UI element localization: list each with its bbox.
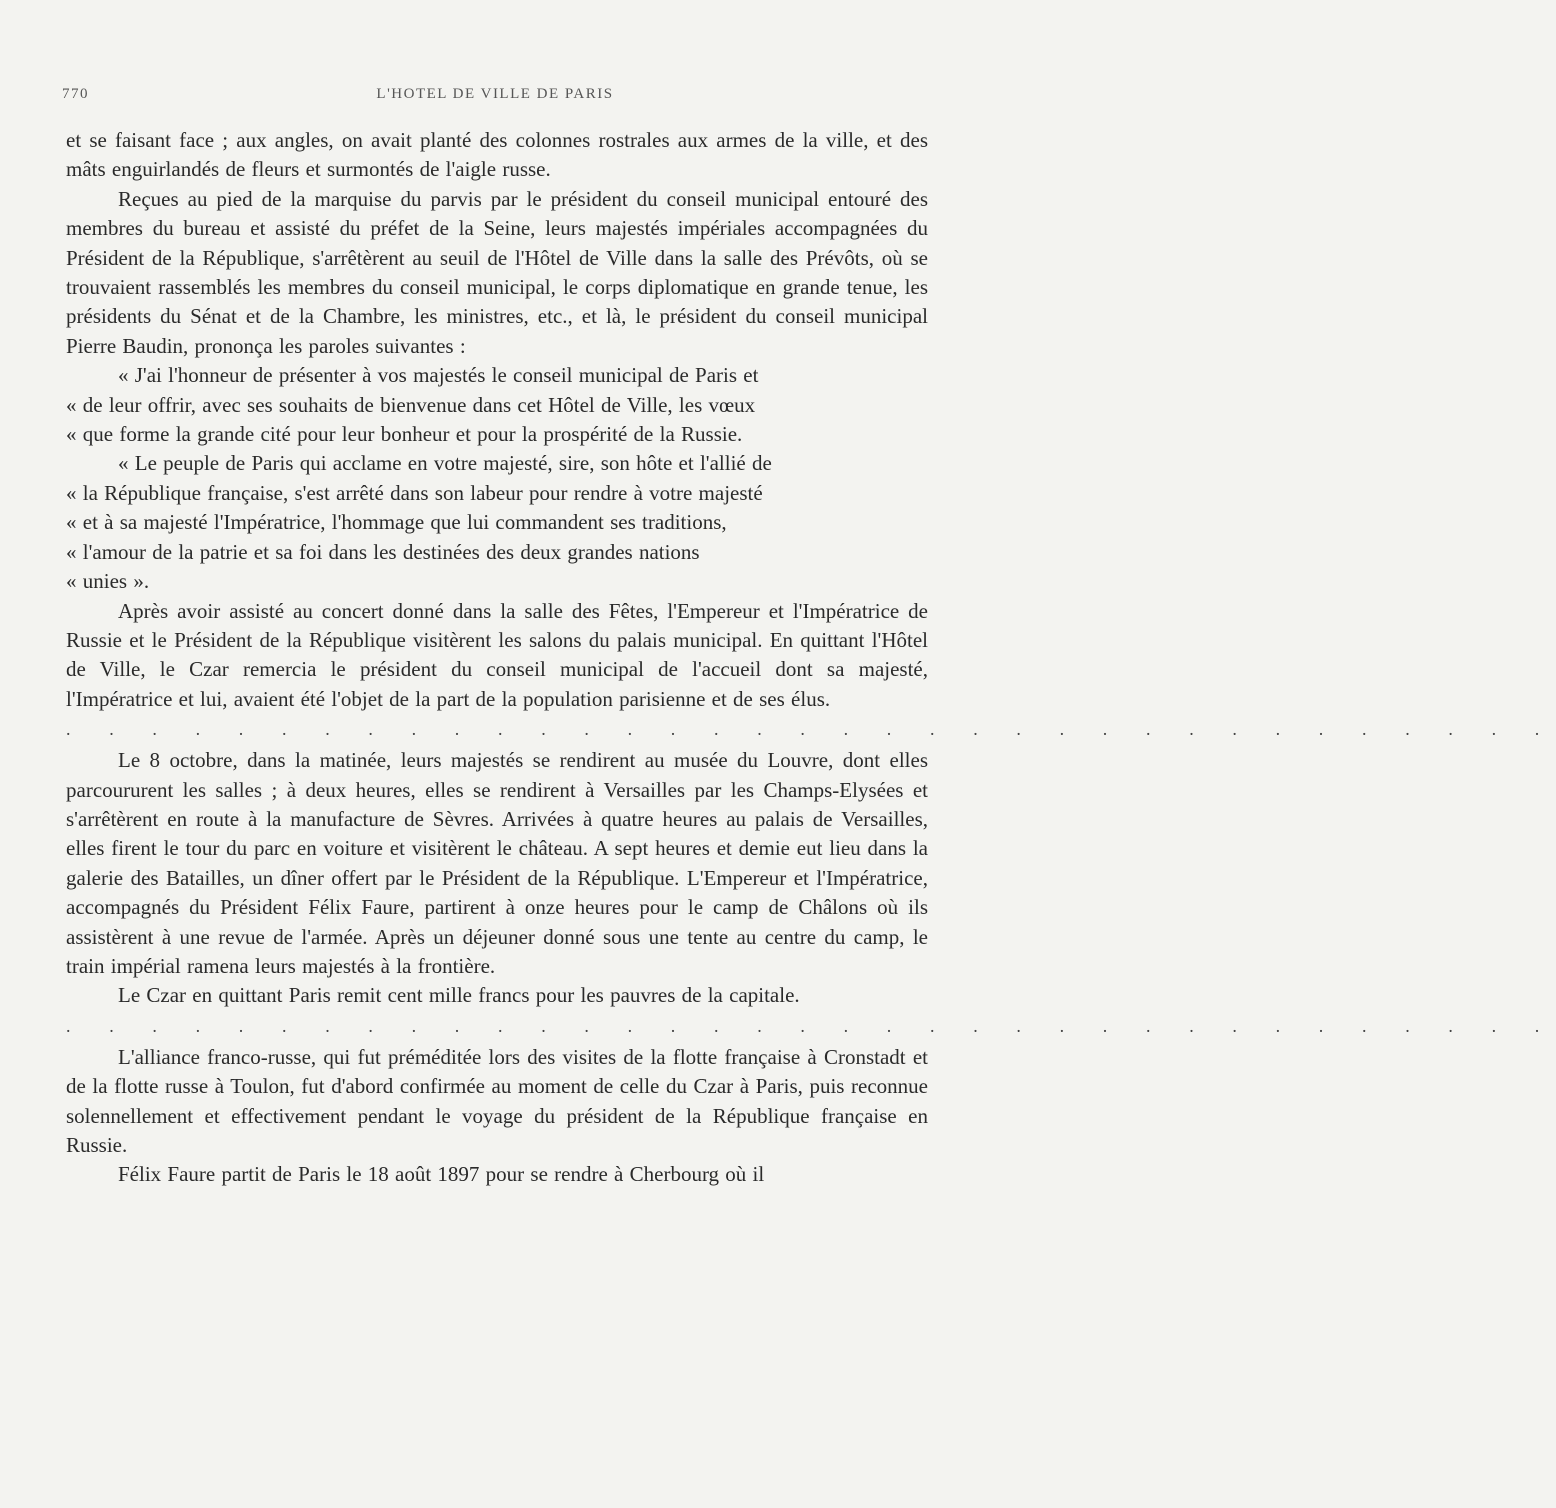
quote-2-line-2: « la République française, s'est arrêté dans son labeur pour rendre à votre majesté: [66, 480, 763, 505]
quote-2-line-4: « l'amour de la patrie et sa foi dans les destinées des deux grandes nations: [66, 539, 700, 564]
quote-2-line-3: « et à sa majesté l'Impératrice, l'hommage que lui commandent ses traditions,: [66, 510, 727, 535]
paragraph-october: Le 8 octobre, dans la matinée, leurs majestés se rendirent au musée du Louvre, dont elles parcoururent les salles ; à deux heures, elles se rendirent à Versailles par les Champs-Elysées et s'arrêtèrent en route à la manufacture de Sèvres. Arrivées à quatre heures au palais de Versailles, elles firent le tour du parc en voiture et visitèrent le château. A sept heures et demie eut lieu dans la galerie des Batailles, un dîner offert par le Président de la République. L'Empereur et l'Impératrice, accompagnés du Président Félix Faure, partirent à onze heures pour le camp de Châlons où ils assistèrent à une revue de l'armée. Après un déjeuner donné sous une tente au centre du camp, le train impérial ramena leurs majestés à la frontière.: [66, 748, 928, 978]
quote-1-line-3: « que forme la grande cité pour leur bonheur et pour la prospérité de la Russie.: [66, 422, 743, 447]
quote-2-line-5: « unies ».: [66, 569, 150, 594]
running-head: [62, 86, 928, 110]
dot-separator: . . . . . . . . . . . . . . . . . . . . . . . . . . . . . . . . . . .: [66, 1015, 1556, 1036]
paragraph-reception: Reçues au pied de la marquise du parvis par le président du conseil municipal entouré des membres du bureau et assisté du préfet de la Seine, leurs majestés impériales accompagnées du Président de la République, s'arrêtèrent au seuil de l'Hôtel de Ville dans la salle des Prévôts, où se trouvaient rassemblés les membres du conseil municipal, le corps diplomatique en grande tenue, les présidents du Sénat et de la Chambre, les ministres, etc., et là, le président du conseil municipal Pierre Baudin, prononça les paroles suivantes :: [66, 186, 928, 358]
paragraph-alliance: L'alliance franco-russe, qui fut préméditée lors des visites de la flotte française à Cronstadt et de la flotte russe à Toulon, fut d'abord confirmée au moment de celle du Czar à Paris, puis reconnue solennellement et effectivement pendant le voyage du président de la République française en Russie.: [66, 1044, 928, 1157]
paragraph-faure-departure: Félix Faure partit de Paris le 18 août 1897 pour se rendre à Cherbourg où il: [118, 1162, 765, 1187]
paragraph-continued: et se faisant face ; aux angles, on avait planté des colonnes rostrales aux armes de la ville, et des mâts enguirlandés de fleurs et surmontés de l'aigle russe.: [66, 128, 928, 182]
page-number: 770: [62, 86, 89, 102]
paragraph-donation: Le Czar en quittant Paris remit cent mille francs pour les pauvres de la capitale.: [118, 983, 800, 1008]
quote-1-line-2: « de leur offrir, avec ses souhaits de bienvenue dans cet Hôtel de Ville, les vœux: [66, 392, 756, 417]
quote-2-line-1: « Le peuple de Paris qui acclame en votre majesté, sire, son hôte et l'allié de: [118, 451, 772, 476]
running-title: L'HOTEL DE VILLE DE PARIS: [376, 86, 614, 102]
quote-1-line-1: « J'ai l'honneur de présenter à vos majestés le conseil municipal de Paris et: [118, 363, 759, 388]
body-text: [66, 126, 1556, 1190]
dot-separator: . . . . . . . . . . . . . . . . . . . . . . . . . . . . . . . . . . .: [66, 719, 1556, 740]
paragraph-concert: Après avoir assisté au concert donné dans la salle des Fêtes, l'Empereur et l'Impératrice de Russie et le Président de la République visitèrent les salons du palais municipal. En quittant l'Hôtel de Ville, le Czar remercia le président du conseil municipal de l'accueil dont sa majesté, l'Impératrice et lui, avaient été l'objet de la part de la population parisienne et de ses élus.: [66, 598, 928, 711]
